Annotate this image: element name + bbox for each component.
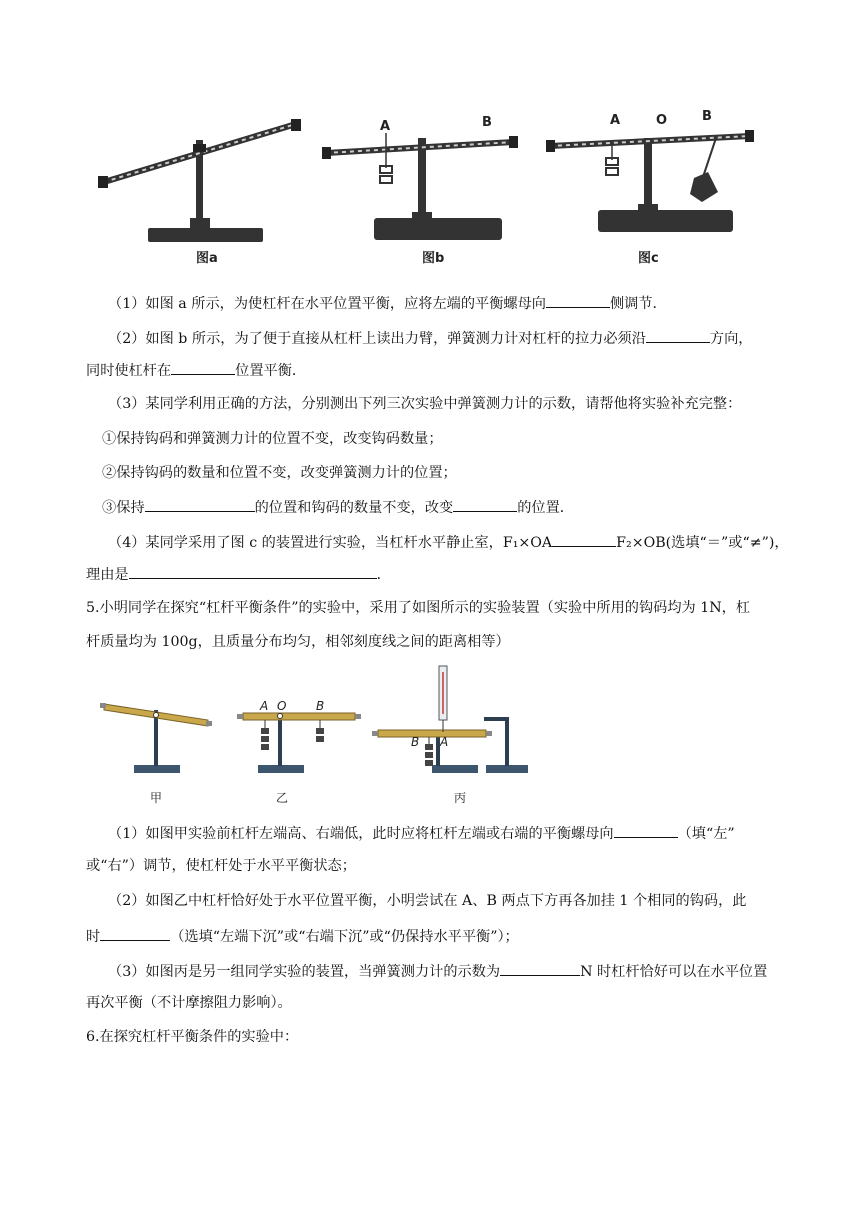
q4-part3-item2: ②保持钩码的数量和位置不变，改变弹簧测力计的位置； xyxy=(102,465,457,481)
q5-part1-text-a: （1）如图甲实验前杠杆左端高、右端低，此时应将杠杆左端或右端的平衡螺母向 xyxy=(108,826,614,842)
label-c-a: A xyxy=(610,113,621,128)
q4-part2b-text-b: 位置平衡． xyxy=(235,363,307,379)
label-c-o: O xyxy=(656,113,668,128)
q5-part2: （2）如图乙中杠杆恰好处于水平位置平衡，小明尝试在 A、B 两点下方再各加挂 1 个相同的钩码，此 xyxy=(108,893,747,909)
q4-part4-cont xyxy=(86,563,776,585)
q4-part2 xyxy=(86,327,798,349)
figure-b xyxy=(322,115,518,266)
label-yi-o: O xyxy=(277,699,287,713)
answer-blank[interactable] xyxy=(646,327,710,343)
answer-blank[interactable] xyxy=(500,960,580,976)
q4-part3-item3-text-c: 的位置． xyxy=(517,500,574,516)
label-bing-b: B xyxy=(411,735,420,749)
caption-b: 图b xyxy=(422,251,445,266)
q4-part3: （3）某同学利用正确的方法，分别测出下列三次实验中弹簧测力计的示数，请帮他将实验补充完整： xyxy=(108,396,742,412)
q4-part4-text-a: （4）某同学采用了图 c 的装置进行实验，当杠杆水平静止室，F₁×OA xyxy=(108,535,553,551)
q6-intro: 6.在探究杠杆平衡条件的实验中： xyxy=(86,1029,299,1045)
q4-part1 xyxy=(86,292,798,314)
label-bing-a: A xyxy=(440,735,449,749)
answer-blank[interactable] xyxy=(100,925,170,941)
q5-part3 xyxy=(86,960,798,982)
q5-part3-cont: 再次平衡（不计摩擦阻力影响）。 xyxy=(86,995,292,1011)
q4-part4b-text-a: 理由是 xyxy=(86,567,129,583)
answer-blank[interactable] xyxy=(552,531,616,547)
q5-part1 xyxy=(86,822,798,844)
answer-blank[interactable] xyxy=(453,496,517,512)
q4-part3-item3 xyxy=(102,496,792,518)
q5-part2b-text-b: （选填“左端下沉”或“右端下沉”或“仍保持水平平衡”）； xyxy=(170,929,519,945)
q4-part2-text-a: （2）如图 b 所示，为了便于直接从杠杆上读出力臂，弹簧测力计对杠杆的拉力必须沿 xyxy=(108,331,646,347)
label-c-b: B xyxy=(702,109,712,124)
figure-a xyxy=(98,119,301,266)
answer-blank[interactable] xyxy=(614,822,678,838)
q4-part2-text-b: 方向， xyxy=(709,331,753,347)
figure-bing xyxy=(372,666,528,805)
q4-part1-text-a: （1）如图 a 所示，为使杠杆在水平位置平衡，应将左端的平衡螺母向 xyxy=(108,296,546,312)
q4-part1-text-b: 侧调节． xyxy=(609,296,667,312)
q5-part2-cont xyxy=(86,925,776,947)
label-b-a: A xyxy=(380,119,391,134)
q4-part2b-text-a: 同时使杠杆在 xyxy=(86,363,172,379)
answer-blank[interactable] xyxy=(145,496,255,512)
q4-part3-item1: ①保持钩码和弹簧测力计的位置不变，改变钩码数量； xyxy=(102,431,443,447)
q5-part1-cont: 或“右”）调节，使杠杆处于水平平衡状态； xyxy=(86,858,356,874)
answer-blank[interactable] xyxy=(546,292,610,308)
q4-part2-cont xyxy=(86,359,776,381)
figure-jia xyxy=(100,703,212,805)
q4-part4 xyxy=(86,531,798,553)
q4-part4b-text-b: ． xyxy=(376,567,391,583)
figure-row-abc xyxy=(96,100,766,270)
caption-yi: 乙 xyxy=(276,791,289,805)
label-yi-a: A xyxy=(260,699,269,713)
answer-blank[interactable] xyxy=(129,563,377,579)
q5-intro-line2: 杆质量均为 100g，且质量分布均匀，相邻刻度线之间的距离相等） xyxy=(86,634,510,650)
label-yi-b: B xyxy=(316,699,325,713)
figure-c xyxy=(546,109,754,266)
figure-row-q5 xyxy=(96,662,536,812)
caption-bing: 丙 xyxy=(454,791,467,805)
figure-yi xyxy=(237,699,361,805)
q5-intro-line1: 5.小明同学在探究“杠杆平衡条件”的实验中，采用了如图所示的实验装置（实验中所用的钩码均为 1N，杠 xyxy=(86,600,751,616)
label-b-b: B xyxy=(482,115,492,130)
caption-c: 图c xyxy=(638,251,659,266)
answer-blank[interactable] xyxy=(171,359,235,375)
q5-part1-text-b: （填“左” xyxy=(677,826,735,842)
q5-part2b-text-a: 时 xyxy=(86,929,101,945)
q5-part3-text-b: N 时杠杆恰好可以在水平位置 xyxy=(580,964,768,980)
q4-part3-item3-text-a: ③保持 xyxy=(102,500,145,516)
caption-a: 图a xyxy=(196,251,218,266)
caption-jia: 甲 xyxy=(150,791,163,805)
q4-part3-item3-text-b: 的位置和钩码的数量不变，改变 xyxy=(254,500,454,516)
q4-part4-text-b: F₂×OB(选填“＝”或“≠”)， xyxy=(616,535,789,551)
q5-part3-text-a: （3）如图丙是另一组同学实验的装置，当弹簧测力计的示数为 xyxy=(108,964,501,980)
